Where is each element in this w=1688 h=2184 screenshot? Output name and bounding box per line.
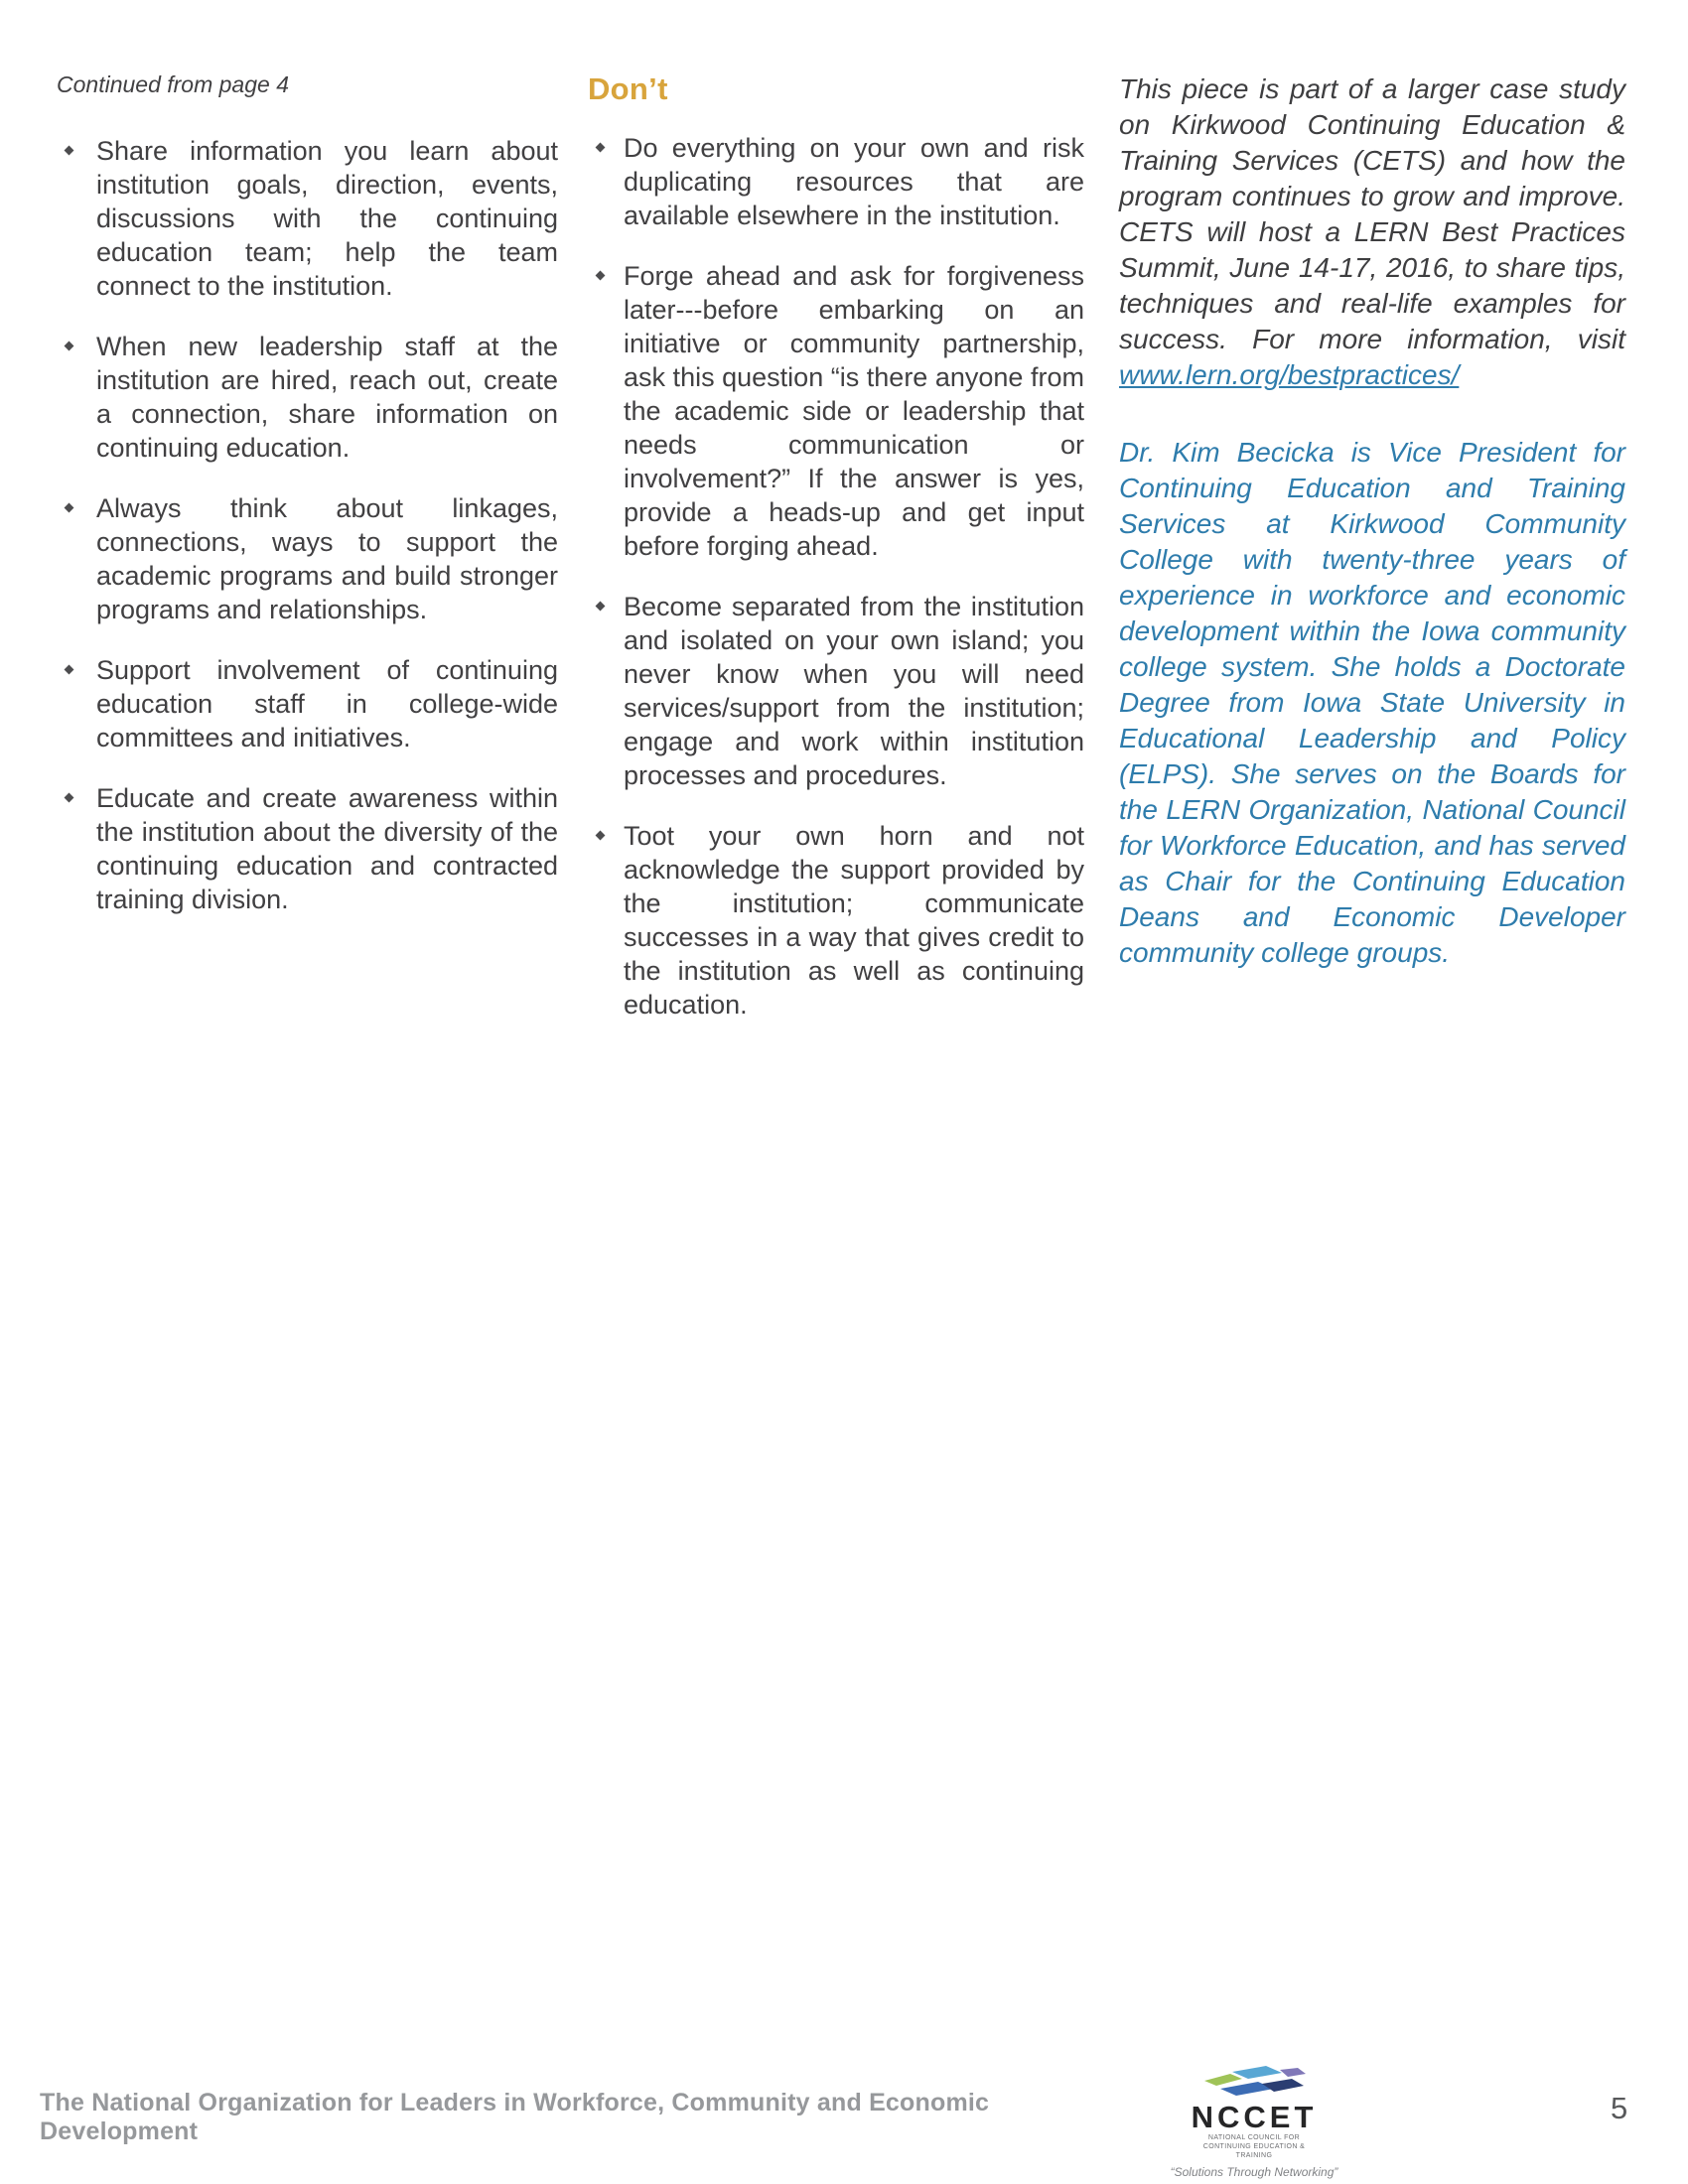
list-item <box>57 781 558 916</box>
list-item <box>57 330 558 465</box>
case-study-text: This piece is part of a larger case study on Kirkwood Continuing Education & Training Services (CETS) and how the program continues to grow and improve. CETS will host a LERN Best Practices Summit, June 14-17, 2016, to share tips, techniques and real-life examples for success. For more information, visit <box>1119 73 1625 354</box>
list-item <box>588 131 1084 232</box>
bullet-icon <box>596 271 606 281</box>
bullet-icon <box>596 831 606 841</box>
do-column <box>57 71 558 943</box>
list-item <box>57 134 558 303</box>
bullet-icon <box>65 503 74 513</box>
continued-note: Continued from page 4 <box>57 71 289 97</box>
sidebar-column <box>1119 71 1625 971</box>
page-number: 5 <box>1611 2091 1628 2125</box>
bullet-icon <box>65 665 74 675</box>
list-item <box>588 819 1084 1022</box>
list-item-text: Share information you learn about institution goals, direction, events, discussions with the continuing education team; help the team connect to the institution. <box>96 136 558 301</box>
bullet-icon <box>65 793 74 803</box>
author-bio-paragraph: Dr. Kim Becicka is Vice President for Continuing Education and Training Services at Kirkwood Community College with twenty-three years of experience in workforce and economic development within the Iowa community college system. She holds a Doctorate Degree from Iowa State University in Educational Leadership and Policy (ELPS). She serves on the Boards for the LERN Organization, National Council for Workforce Education, and has served as Chair for the Continuing Education Deans and Economic Developer community college groups. <box>1119 437 1625 968</box>
list-item-text: Forge ahead and ask for forgiveness later---before embarking on an initiative or community partnership, ask this question “is there anyone from the academic side or leadership that needs communication or involvement?” If the answer is yes, provide a heads-up and get input before forging ahead. <box>624 261 1084 561</box>
bullet-icon <box>65 146 74 156</box>
do-list <box>57 134 558 916</box>
list-item <box>588 259 1084 563</box>
nccet-wordmark: NCCET <box>1191 2100 1318 2134</box>
nccet-subtext: NATIONAL COUNCIL FOR CONTINUING EDUCATION & TRAINING <box>1202 2134 1306 2159</box>
list-item-text: Support involvement of continuing education staff in college-wide committees and initiatives. <box>96 655 558 752</box>
list-item <box>57 491 558 626</box>
footer-org-text: The National Organization for Leaders in Workforce, Community and Economic Development <box>40 2089 990 2145</box>
nccet-tagline: “Solutions Through Networking” <box>1170 2165 1338 2179</box>
list-item-text: Toot your own horn and not acknowledge the support provided by the institution; communicate successes in a way that gives credit to the institution as well as continuing education. <box>624 821 1084 1020</box>
dont-column <box>588 71 1084 1048</box>
bullet-icon <box>596 143 606 153</box>
list-item-text: Educate and create awareness within the institution about the diversity of the continuing education and contracted training division. <box>96 783 558 914</box>
bestpractices-link[interactable]: www.lern.org/bestpractices/ <box>1119 359 1460 390</box>
list-item <box>588 590 1084 792</box>
dont-list <box>588 131 1084 1022</box>
list-item-text: Become separated from the institution and isolated on your own island; you never know when you will need services/support from the institution; engage and work within institution processes and procedures. <box>624 592 1084 790</box>
list-item <box>57 653 558 754</box>
bullet-icon <box>65 341 74 351</box>
list-item-text: Do everything on your own and risk duplicating resources that are available elsewhere in the institution. <box>624 133 1084 230</box>
nccet-logo <box>1170 2065 1338 2179</box>
bullet-icon <box>596 602 606 612</box>
case-study-paragraph <box>1119 71 1625 393</box>
nccet-logo-shapes-icon <box>1191 2065 1318 2105</box>
list-item-text: When new leadership staff at the institution are hired, reach out, create a connection, share information on continuing education. <box>96 332 558 463</box>
dont-heading: Don’t <box>588 71 668 106</box>
list-item-text: Always think about linkages, connections, ways to support the academic programs and build stronger programs and relationships. <box>96 493 558 624</box>
